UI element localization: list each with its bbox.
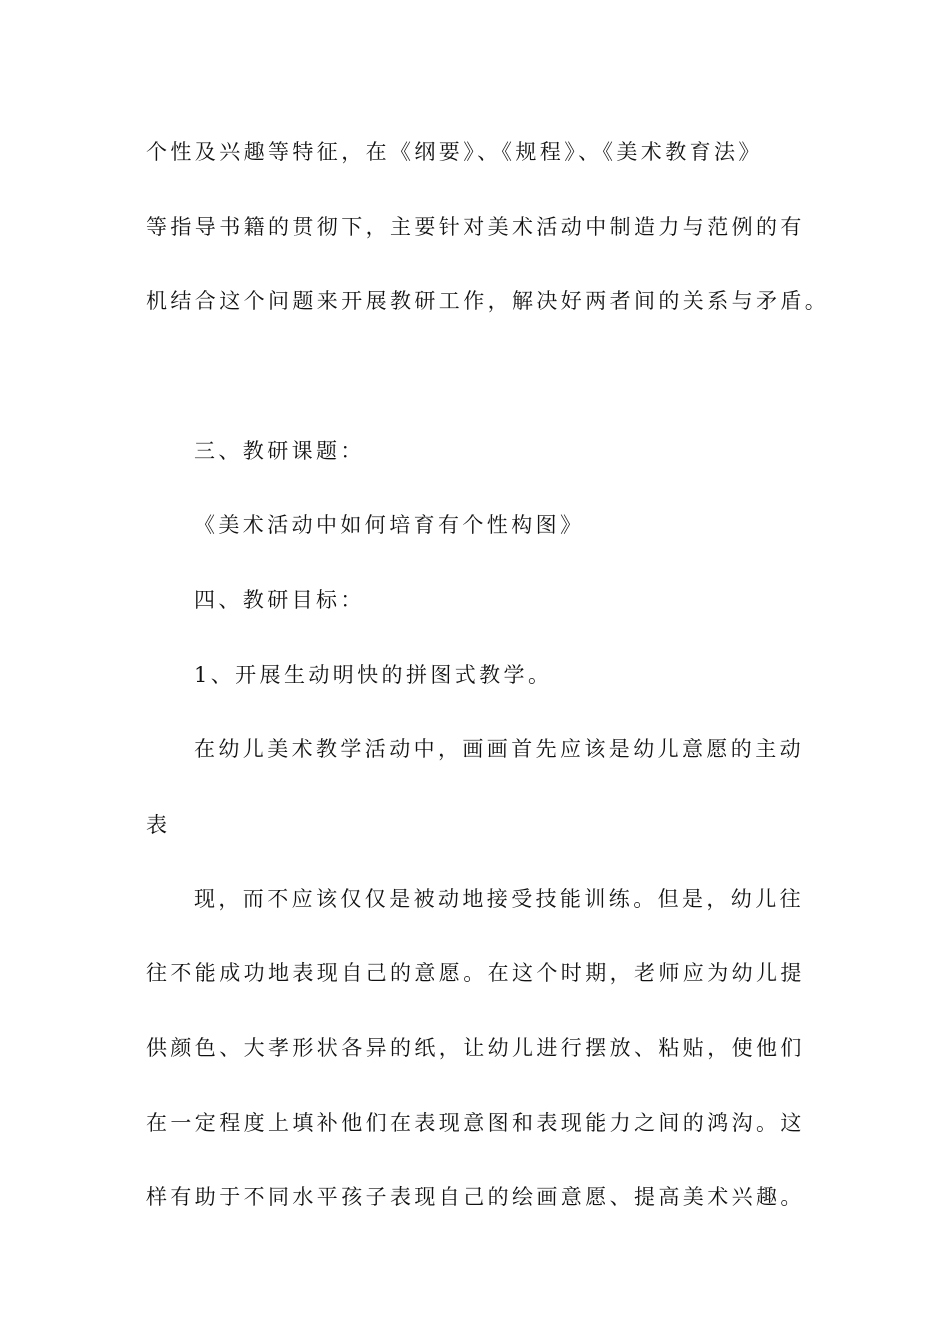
paragraph-line: 等指导书籍的贯彻下，主要针对美术活动中制造力与范例的有 <box>146 215 805 239</box>
paragraph-line: 个性及兴趣等特征，在《纲要》、《规程》、《美术教育法》 <box>146 140 763 164</box>
section-heading: 四、教研目标： <box>194 588 365 612</box>
paragraph-line: 表 <box>146 813 171 837</box>
paragraph-line: 机结合这个问题来开展教研工作，解决好两者间的关系与矛盾。 <box>146 289 830 313</box>
paragraph-line: 现，而不应该仅仅是被动地接受技能训练。但是，幼儿往 <box>194 887 804 911</box>
topic-title: 《美术活动中如何培育有个性构图》 <box>194 513 585 537</box>
paragraph-line: 样有助于不同水平孩子表现自己的绘画意愿、提高美术兴趣。 <box>146 1185 805 1209</box>
paragraph-line: 往不能成功地表现自己的意愿。在这个时期，老师应为幼儿提 <box>146 961 805 985</box>
paragraph-line: 供颜色、大孝形状各异的纸，让幼儿进行摆放、粘贴，使他们 <box>146 1036 805 1060</box>
section-heading: 三、教研课题： <box>194 439 365 463</box>
paragraph-line: 在幼儿美术教学活动中，画画首先应该是幼儿意愿的主动 <box>194 737 804 761</box>
list-item: 1、开展生动明快的拼图式教学。 <box>194 663 553 687</box>
paragraph-line: 在一定程度上填补他们在表现意图和表现能力之间的鸿沟。这 <box>146 1111 805 1135</box>
